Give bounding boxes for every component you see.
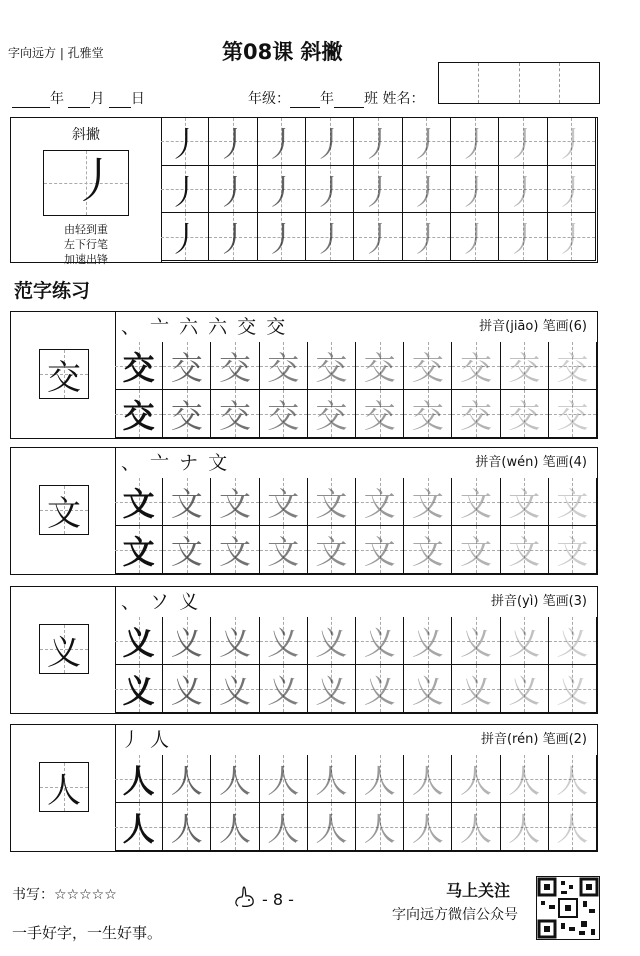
trace-char: 丿: [409, 124, 444, 165]
practice-cell[interactable]: [115, 342, 163, 390]
trace-char: 人: [363, 761, 396, 800]
trace-char: 交: [508, 348, 541, 387]
grade-label: 年级：: [248, 91, 290, 107]
practice-cell[interactable]: [211, 390, 259, 438]
qr-code[interactable]: [536, 876, 600, 940]
trace-char: 人: [267, 761, 300, 800]
practice-cell[interactable]: [163, 390, 211, 438]
practice-cell[interactable]: [356, 390, 404, 438]
trace-char: 交: [218, 348, 251, 387]
class-line: [248, 88, 424, 108]
practice-cell[interactable]: [404, 755, 452, 803]
practice-cell[interactable]: [548, 118, 596, 166]
practice-cell[interactable]: [404, 390, 452, 438]
practice-cell[interactable]: [549, 526, 597, 574]
stroke-name: 斜撇: [72, 127, 100, 143]
day-blank[interactable]: [109, 93, 131, 108]
trace-char: 义: [556, 623, 589, 662]
stroke-note: 加速出锋: [64, 253, 108, 266]
grade-year-label: 年: [320, 91, 334, 107]
trace-char: 文: [315, 532, 348, 571]
char-panel-yi: [10, 586, 598, 714]
practice-cell[interactable]: [258, 213, 306, 261]
stroke-note: 由轻到重: [64, 223, 108, 236]
trace-char: 丿: [312, 172, 347, 213]
trace-char: 交: [556, 396, 589, 435]
practice-cell[interactable]: [308, 803, 356, 851]
practice-cell[interactable]: [163, 342, 211, 390]
practice-cell[interactable]: [163, 803, 211, 851]
practice-cell[interactable]: [260, 526, 308, 574]
trace-char: 义: [508, 671, 541, 710]
practice-cell[interactable]: [260, 390, 308, 438]
practice-cell[interactable]: [163, 526, 211, 574]
name-boxes[interactable]: [438, 62, 600, 104]
trace-char: 义: [170, 623, 203, 662]
practice-cell[interactable]: [163, 755, 211, 803]
trace-char: 丿: [215, 124, 250, 165]
pinyin: 拼音(wén): [475, 455, 539, 470]
trace-char: 义: [218, 623, 251, 662]
trace-char: 丿: [360, 172, 395, 213]
model-char-box: [39, 485, 89, 535]
practice-cell[interactable]: [211, 526, 259, 574]
trace-char: 交: [411, 396, 444, 435]
practice-cell[interactable]: [211, 342, 259, 390]
practice-cell[interactable]: [308, 755, 356, 803]
practice-cell[interactable]: [308, 617, 356, 665]
practice-cell[interactable]: [501, 478, 549, 526]
practice-cell[interactable]: [306, 213, 354, 261]
pinyin: 拼音(rén): [480, 732, 539, 747]
practice-cell[interactable]: [260, 665, 308, 713]
practice-cell[interactable]: [308, 665, 356, 713]
trace-char: 丿: [264, 172, 299, 213]
trace-char: 人: [315, 809, 348, 848]
model-char-box: [39, 349, 89, 399]
trace-char: 文: [411, 484, 444, 523]
trace-char: 丿: [215, 172, 250, 213]
practice-cell[interactable]: [308, 342, 356, 390]
trace-char: 义: [459, 671, 492, 710]
stroke-order: 、 ソ 义: [121, 591, 201, 613]
practice-cell[interactable]: [452, 755, 500, 803]
trace-char: 人: [459, 809, 492, 848]
trace-char: 义: [315, 623, 348, 662]
rabbit-icon: [232, 884, 258, 914]
practice-cell[interactable]: [499, 118, 547, 166]
practice-cell[interactable]: [306, 166, 354, 214]
trace-char: 义: [315, 671, 348, 710]
trace-char: 文: [218, 532, 251, 571]
trace-char: 丿: [264, 124, 299, 165]
trace-char: 人: [508, 809, 541, 848]
practice-cell[interactable]: [549, 665, 597, 713]
char-panel-ren: [10, 724, 598, 852]
practice-cell[interactable]: [209, 166, 257, 214]
practice-cell[interactable]: [115, 390, 163, 438]
stroke-order: 、 亠 ナ 文: [121, 452, 230, 474]
trace-char: 交: [411, 348, 444, 387]
practice-cell[interactable]: [163, 478, 211, 526]
model-char: 义: [47, 632, 81, 673]
practice-cell[interactable]: [548, 166, 596, 214]
trace-char: 义: [170, 671, 203, 710]
practice-cell[interactable]: [451, 166, 499, 214]
trace-char: 义: [267, 671, 300, 710]
trace-char: 交: [218, 396, 251, 435]
trace-char: 交: [122, 348, 155, 387]
trace-char: 文: [459, 484, 492, 523]
practice-cell[interactable]: [115, 665, 163, 713]
trace-char: 丿: [554, 220, 589, 261]
practice-cell[interactable]: [260, 803, 308, 851]
trace-char: 文: [459, 532, 492, 571]
practice-cell[interactable]: [549, 803, 597, 851]
trace-char: 文: [411, 532, 444, 571]
practice-cell[interactable]: [499, 166, 547, 214]
practice-cell[interactable]: [354, 166, 402, 214]
follow-label: 马上关注: [446, 881, 511, 900]
trace-char: 丿: [554, 124, 589, 165]
trace-char: 丿: [167, 172, 202, 213]
trace-char: 交: [459, 348, 492, 387]
trace-char: 交: [508, 396, 541, 435]
trace-char: 文: [508, 484, 541, 523]
practice-cell[interactable]: [163, 617, 211, 665]
stroke-count: 笔画(2): [542, 732, 587, 747]
trace-char: 丿: [505, 124, 540, 165]
model-char-box: [39, 624, 89, 674]
trace-char: 人: [363, 809, 396, 848]
trace-char: 义: [122, 671, 155, 710]
practice-cell[interactable]: [549, 755, 597, 803]
trace-char: 人: [508, 761, 541, 800]
practice-cell[interactable]: [452, 665, 500, 713]
char-panel-wen: [10, 447, 598, 575]
trace-char: 丿: [505, 172, 540, 213]
trace-char: 丿: [505, 220, 540, 261]
rating-label: 书写：: [12, 887, 54, 903]
year-blank[interactable]: [12, 93, 50, 108]
practice-cell[interactable]: [549, 617, 597, 665]
pinyin: 拼音(yì): [490, 594, 539, 609]
trace-char: 人: [459, 761, 492, 800]
account-label: 字向远方微信公众号: [392, 907, 518, 923]
char-practice-grid: [115, 342, 597, 438]
trace-char: 人: [218, 761, 251, 800]
practice-cell[interactable]: [115, 617, 163, 665]
practice-cell[interactable]: [211, 665, 259, 713]
practice-cell[interactable]: [403, 118, 451, 166]
practice-cell[interactable]: [354, 118, 402, 166]
practice-cell[interactable]: [308, 526, 356, 574]
practice-cell[interactable]: [161, 166, 209, 214]
practice-cell[interactable]: [211, 803, 259, 851]
rating-stars[interactable]: ☆☆☆☆☆: [54, 887, 117, 903]
motto: 一手好字，一生好事。: [12, 924, 163, 942]
practice-cell[interactable]: [404, 803, 452, 851]
section-title: 范字练习: [14, 280, 91, 302]
practice-cell[interactable]: [115, 803, 163, 851]
practice-cell[interactable]: [356, 755, 404, 803]
trace-char: 交: [315, 396, 348, 435]
trace-char: 交: [315, 348, 348, 387]
practice-cell[interactable]: [501, 390, 549, 438]
model-char: 人: [47, 770, 81, 811]
trace-char: 交: [459, 396, 492, 435]
trace-char: 义: [363, 671, 396, 710]
page-number: - 8 -: [262, 890, 294, 909]
practice-cell[interactable]: [452, 803, 500, 851]
trace-char: 人: [315, 761, 348, 800]
trace-char: 交: [556, 348, 589, 387]
practice-cell[interactable]: [451, 213, 499, 261]
rating: [12, 884, 117, 904]
trace-char: 丿: [264, 220, 299, 261]
trace-char: 文: [122, 532, 155, 571]
stroke-order: 、 亠 六 六 交 交: [121, 316, 288, 338]
month-blank[interactable]: [68, 93, 90, 108]
practice-cell[interactable]: [211, 617, 259, 665]
trace-char: 人: [122, 809, 155, 848]
trace-char: 交: [267, 396, 300, 435]
pinyin: 拼音(jiāo): [479, 319, 539, 334]
trace-char: 义: [218, 671, 251, 710]
practice-cell[interactable]: [308, 478, 356, 526]
trace-char: 丿: [312, 124, 347, 165]
trace-char: 义: [363, 623, 396, 662]
practice-cell[interactable]: [211, 755, 259, 803]
char-meta: [475, 448, 587, 478]
trace-char: 人: [411, 809, 444, 848]
trace-char: 丿: [215, 220, 250, 261]
char-meta: [481, 725, 587, 755]
practice-cell[interactable]: [163, 665, 211, 713]
trace-char: 丿: [457, 124, 492, 165]
practice-cell[interactable]: [356, 803, 404, 851]
page-title: 第08课 斜撇: [222, 40, 343, 64]
practice-cell[interactable]: [161, 213, 209, 261]
practice-cell[interactable]: [501, 665, 549, 713]
trace-char: 丿: [409, 220, 444, 261]
trace-char: 丿: [409, 172, 444, 213]
class-blank[interactable]: [334, 93, 364, 108]
trace-char: 文: [218, 484, 251, 523]
trace-char: 丿: [312, 220, 347, 261]
trace-char: 文: [170, 532, 203, 571]
trace-char: 丿: [457, 220, 492, 261]
practice-cell[interactable]: [260, 342, 308, 390]
trace-char: 义: [411, 623, 444, 662]
stroke-practice-grid: [161, 118, 596, 261]
month-label: 月: [90, 91, 105, 107]
trace-char: 文: [267, 484, 300, 523]
practice-cell[interactable]: [260, 617, 308, 665]
practice-cell[interactable]: [306, 118, 354, 166]
practice-cell[interactable]: [308, 390, 356, 438]
char-practice-grid: [115, 755, 597, 851]
practice-cell[interactable]: [115, 526, 163, 574]
practice-cell[interactable]: [356, 478, 404, 526]
trace-char: 义: [508, 623, 541, 662]
stroke-demo: [43, 150, 129, 216]
trace-char: 丿: [167, 220, 202, 261]
year-label: 年: [50, 91, 64, 107]
trace-char: 交: [363, 348, 396, 387]
practice-cell[interactable]: [258, 118, 306, 166]
trace-char: 义: [411, 671, 444, 710]
practice-cell[interactable]: [501, 755, 549, 803]
practice-cell[interactable]: [499, 213, 547, 261]
trace-char: 义: [122, 623, 155, 662]
practice-cell[interactable]: [403, 213, 451, 261]
practice-cell[interactable]: [452, 526, 500, 574]
name-label: 姓名：: [382, 91, 425, 107]
brand: 字向远方 | 孔雅堂: [8, 46, 104, 60]
practice-cell[interactable]: [161, 118, 209, 166]
char-practice-grid: [115, 478, 597, 574]
class-label: 班: [364, 91, 378, 107]
trace-char: 文: [508, 532, 541, 571]
trace-char: 人: [556, 809, 589, 848]
trace-char: 人: [122, 761, 155, 800]
practice-cell[interactable]: [549, 342, 597, 390]
practice-cell[interactable]: [452, 478, 500, 526]
practice-cell[interactable]: [549, 478, 597, 526]
trace-char: 文: [170, 484, 203, 523]
trace-char: 人: [556, 761, 589, 800]
stroke-glyph: 丿: [72, 153, 121, 209]
practice-cell[interactable]: [115, 478, 163, 526]
day-label: 日: [130, 91, 145, 107]
practice-cell[interactable]: [354, 213, 402, 261]
trace-char: 文: [556, 532, 589, 571]
trace-char: 人: [170, 809, 203, 848]
stroke-note: 左下行笔: [64, 238, 108, 251]
stroke-count: 笔画(4): [542, 455, 587, 470]
trace-char: 交: [170, 348, 203, 387]
practice-cell[interactable]: [356, 665, 404, 713]
trace-char: 文: [556, 484, 589, 523]
practice-cell[interactable]: [452, 617, 500, 665]
practice-cell[interactable]: [115, 755, 163, 803]
practice-cell[interactable]: [260, 478, 308, 526]
practice-cell[interactable]: [258, 166, 306, 214]
practice-cell[interactable]: [404, 526, 452, 574]
practice-cell[interactable]: [209, 118, 257, 166]
trace-char: 丿: [457, 172, 492, 213]
practice-cell[interactable]: [404, 342, 452, 390]
practice-cell[interactable]: [404, 665, 452, 713]
practice-cell[interactable]: [501, 342, 549, 390]
practice-cell[interactable]: [404, 617, 452, 665]
practice-cell[interactable]: [356, 526, 404, 574]
trace-char: 丿: [360, 124, 395, 165]
model-char: 文: [47, 493, 81, 534]
stroke-order: 丿 人: [121, 729, 172, 751]
trace-char: 文: [363, 484, 396, 523]
trace-char: 人: [267, 809, 300, 848]
trace-char: 交: [363, 396, 396, 435]
stroke-count: 笔画(6): [542, 319, 587, 334]
stroke-info: [11, 118, 162, 266]
char-meta: [479, 312, 587, 342]
stroke-count: 笔画(3): [542, 594, 587, 609]
practice-cell[interactable]: [356, 617, 404, 665]
date-line: [12, 88, 145, 108]
model-char-box: [39, 762, 89, 812]
trace-char: 交: [122, 396, 155, 435]
stroke-panel: [10, 117, 598, 266]
practice-cell[interactable]: [501, 526, 549, 574]
trace-char: 人: [411, 761, 444, 800]
trace-char: 人: [218, 809, 251, 848]
char-meta: [491, 587, 587, 617]
char-practice-grid: [115, 617, 597, 713]
trace-char: 人: [170, 761, 203, 800]
trace-char: 文: [315, 484, 348, 523]
trace-char: 义: [459, 623, 492, 662]
practice-cell[interactable]: [452, 390, 500, 438]
practice-cell[interactable]: [548, 213, 596, 261]
trace-char: 文: [122, 484, 155, 523]
practice-cell[interactable]: [403, 166, 451, 214]
practice-cell[interactable]: [211, 478, 259, 526]
trace-char: 文: [363, 532, 396, 571]
trace-char: 文: [267, 532, 300, 571]
grade-blank[interactable]: [290, 93, 320, 108]
trace-char: 丿: [167, 124, 202, 165]
trace-char: 义: [556, 671, 589, 710]
practice-cell[interactable]: [452, 342, 500, 390]
trace-char: 交: [267, 348, 300, 387]
practice-cell[interactable]: [260, 755, 308, 803]
trace-char: 丿: [360, 220, 395, 261]
practice-cell[interactable]: [549, 390, 597, 438]
trace-char: 义: [267, 623, 300, 662]
practice-cell[interactable]: [404, 478, 452, 526]
practice-cell[interactable]: [451, 118, 499, 166]
practice-cell[interactable]: [356, 342, 404, 390]
practice-cell[interactable]: [209, 213, 257, 261]
char-panel-jiao: [10, 311, 598, 439]
trace-char: 丿: [554, 172, 589, 213]
model-char: 交: [47, 357, 81, 398]
practice-cell[interactable]: [501, 803, 549, 851]
trace-char: 交: [170, 396, 203, 435]
practice-cell[interactable]: [501, 617, 549, 665]
